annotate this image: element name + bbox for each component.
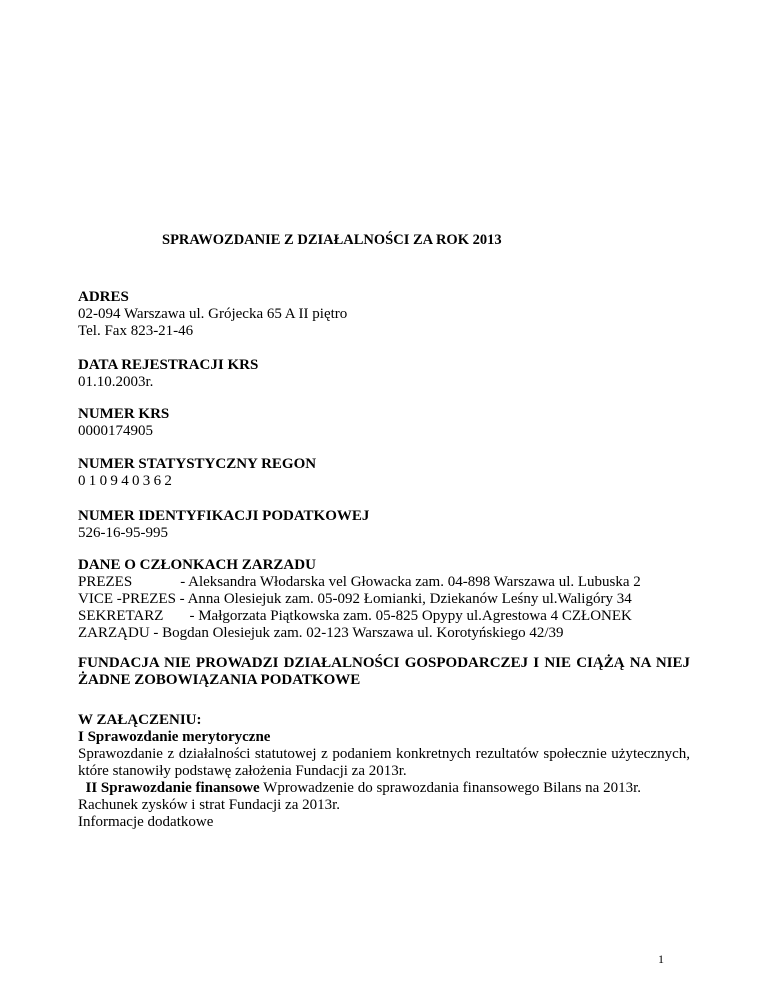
nip-value: 526-16-95-995 [78,525,168,541]
address-heading: ADRES [78,289,129,305]
krs-number-heading: NUMER KRS [78,406,170,422]
krs-date-value: 01.10.2003r. [78,374,154,390]
part2-text: Wprowadzenie do sprawozdania finansowego Bilans na 2013r. [259,780,641,796]
regon-section [78,456,690,490]
regon-value: 010940362 [78,473,176,489]
board-row-president [78,574,690,591]
part1-text: Sprawozdanie z działalności statutowej z podaniem konkretnych rezultatów społecznie użytecznych, które stanowiły podstawę założenia Fundacji za 2013r. [78,746,690,779]
board-row-vice-president: VICE -PREZES - Anna Olesiejuk zam. 05-092 Łomianki, Dziekanów Leśny ul.Waligóry 34 [78,591,632,607]
income-statement-line: Rachunek zysków i strat Fundacji za 2013r. [78,797,341,813]
part2-line [78,780,690,797]
krs-number-value: 0000174905 [78,423,153,439]
board-row-member: ZARZĄDU - Bogdan Olesiejuk zam. 02-123 Warszawa ul. Korotyńskiego 42/39 [78,625,564,641]
attachments-section [78,712,690,831]
board-row-secretary [78,608,690,625]
nip-section [78,508,690,542]
board-heading: DANE O CZŁONKACH ZARZADU [78,557,316,573]
part1-heading: I Sprawozdanie merytoryczne [78,729,271,745]
address-line: 02-094 Warszawa ul. Grójecka 65 A II piętro [78,306,348,322]
krs-number-section [78,406,690,440]
tax-notice: FUNDACJA NIE PROWADZI DZIAŁALNOŚCI GOSPODARCZEJ I NIE CIĄŻĄ NA NIEJ ŻADNE ZOBOWIĄZANIA PODATKOWE [78,655,690,688]
board-member-text: - Aleksandra Włodarska vel Głowacka zam. 04-898 Warszawa ul. Lubuska 2 [180,574,641,590]
board-heading-section [78,557,690,574]
board-member-text: - Małgorzata Piątkowska zam. 05-825 Opypy ul.Agrestowa 4 CZŁONEK [189,608,632,624]
nip-heading: NUMER IDENTYFIKACJI PODATKOWEJ [78,508,370,524]
additional-info-line: Informacje dodatkowe [78,814,214,830]
krs-date-section [78,357,690,391]
page-number: 1 [658,952,664,966]
attachments-heading: W ZAŁĄCZENIU: [78,712,202,728]
board-role: PREZES [78,574,133,590]
board-members [78,574,690,642]
krs-date-heading: DATA REJESTRACJI KRS [78,357,259,373]
address-section [78,289,690,340]
phone-fax-line: Tel. Fax 823-21-46 [78,323,194,339]
part2-heading: II Sprawozdanie finansowe [85,780,260,796]
board-role: SEKRETARZ [78,608,164,624]
document-page [78,0,690,994]
regon-heading: NUMER STATYSTYCZNY REGON [78,456,317,472]
document-title: SPRAWOZDANIE Z DZIAŁALNOŚCI ZA ROK 2013 [162,232,502,248]
